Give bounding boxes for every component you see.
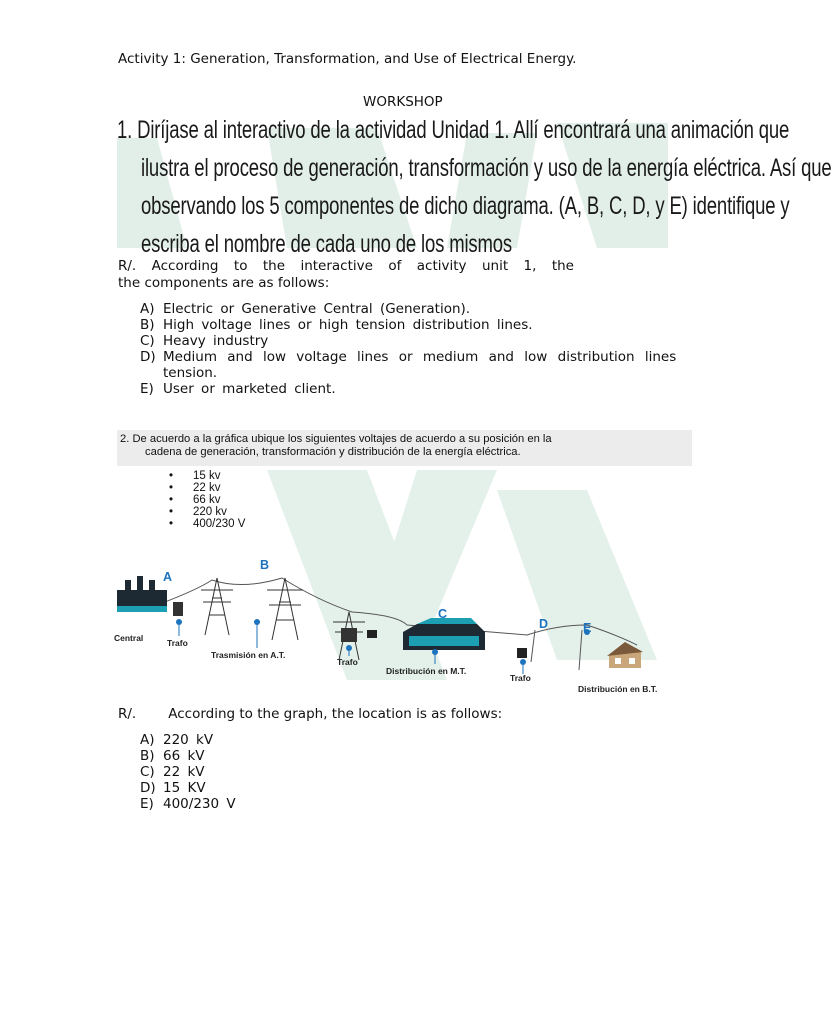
workshop-heading: WORKSHOP (363, 94, 443, 110)
list-marker: A) (140, 732, 155, 748)
list-text: 15 KV (163, 780, 206, 796)
list-item (140, 349, 677, 365)
list-item (140, 796, 236, 812)
question-2-line-1: 2. De acuerdo a la gráfica ubique los siguientes voltajes de acuerdo a su posición en la (120, 433, 552, 445)
voltage-text: 66 kv (193, 494, 221, 506)
intro-word: the (551, 258, 574, 274)
list-marker: A) (140, 301, 155, 317)
list-text: High voltage lines or high tension distribution lines. (163, 317, 533, 333)
list-item (140, 748, 236, 764)
diagram-letter-d: D (539, 617, 549, 631)
voltage-text: 400/230 V (193, 518, 246, 530)
voltage-item: • 220 kv (169, 506, 227, 518)
label-central: Central (114, 633, 144, 643)
list-text: 220 kV (163, 732, 214, 748)
voltage-item: • 66 kv (169, 494, 221, 506)
list-item (140, 333, 664, 349)
list-text: Medium and low voltage lines or medium and low distribution lines (163, 349, 677, 365)
answer-1-intro (118, 258, 574, 274)
voltage-item: • 22 kv (169, 482, 221, 494)
list-marker: D) (140, 780, 156, 796)
diagram-letter-a: A (163, 570, 173, 584)
question-2-line-2: cadena de generación, transformación y distribución de la energía eléctrica. (145, 446, 521, 458)
list-marker: B) (140, 748, 155, 764)
label-transmission: Trasmisión en A.T. (211, 650, 286, 660)
answer-2-intro (118, 706, 502, 722)
list-item (140, 780, 236, 796)
answer-1-list (140, 301, 677, 397)
list-text: User or marketed client. (163, 381, 336, 397)
list-item (140, 732, 236, 748)
voltage-item: • 400/230 V (169, 518, 246, 530)
question-1-line-2: ilustra el proceso de generación, transformación y uso de la energía eléctrica. Así que (141, 154, 832, 182)
voltage-item: • 15 kv (169, 470, 221, 482)
list-text: tension. (163, 365, 218, 381)
list-text: Electric or Generative Central (Generation). (163, 301, 471, 317)
list-text: 22 kV (163, 764, 205, 780)
intro-word: of (388, 258, 402, 274)
question-1-line-3: observando los 5 componentes de dicho diagrama. (A, B, C, D, y E) identifique y (141, 192, 790, 220)
answer-prefix: R/. (118, 706, 137, 722)
voltage-text: 220 kv (193, 506, 227, 518)
answer-2-list (140, 732, 236, 812)
question-1-image (117, 116, 832, 258)
intro-word: to (233, 258, 248, 274)
label-distribution-mt: Distribución en M.T. (386, 666, 467, 676)
list-text: Heavy industry (163, 333, 269, 349)
list-marker: D) (140, 349, 156, 365)
intro-word: the (262, 258, 286, 274)
list-marker: E) (140, 381, 154, 397)
question-1-line-4: escriba el nombre de cada uno de los mismos (141, 230, 513, 258)
page-title: Activity 1: Generation, Transformation, and Use of Electrical Energy. (118, 51, 577, 67)
list-item (140, 764, 236, 780)
label-trafo-1: Trafo (167, 638, 188, 648)
list-item (140, 381, 664, 397)
list-text: 400/230 V (163, 796, 236, 812)
list-text: 66 kV (163, 748, 205, 764)
label-trafo-2: Trafo (337, 657, 358, 667)
intro-word: 1, (523, 258, 537, 274)
answer-1-intro-line-2: the components are as follows: (118, 275, 330, 291)
diagram-letter-e: E (583, 621, 592, 635)
diagram-letter-c: C (438, 607, 448, 621)
list-marker: C) (140, 333, 155, 349)
voltage-text: 15 kv (193, 470, 221, 482)
label-trafo-3: Trafo (510, 673, 531, 683)
voltage-text: 22 kv (193, 482, 221, 494)
answer-prefix: R/. (118, 258, 137, 274)
question-1-line-1: 1. Diríjase al interactivo de la actividad Unidad 1. Allí encontrará una animación que (117, 116, 790, 144)
list-marker: E) (140, 796, 154, 812)
diagram-letter-b: B (260, 558, 270, 572)
intro-word: activity (416, 258, 467, 274)
intro-word: According (151, 258, 219, 274)
list-marker: C) (140, 764, 155, 780)
question-2-figure (114, 430, 692, 700)
list-item (140, 301, 664, 317)
list-item (140, 317, 664, 333)
answer-2-text: According to the graph, the location is as follows: (168, 706, 503, 722)
label-distribution-bt: Distribución en B.T. (578, 684, 658, 694)
list-item (140, 365, 664, 381)
intro-word: unit (481, 258, 509, 274)
intro-word: interactive (300, 258, 373, 274)
list-marker: B) (140, 317, 155, 333)
